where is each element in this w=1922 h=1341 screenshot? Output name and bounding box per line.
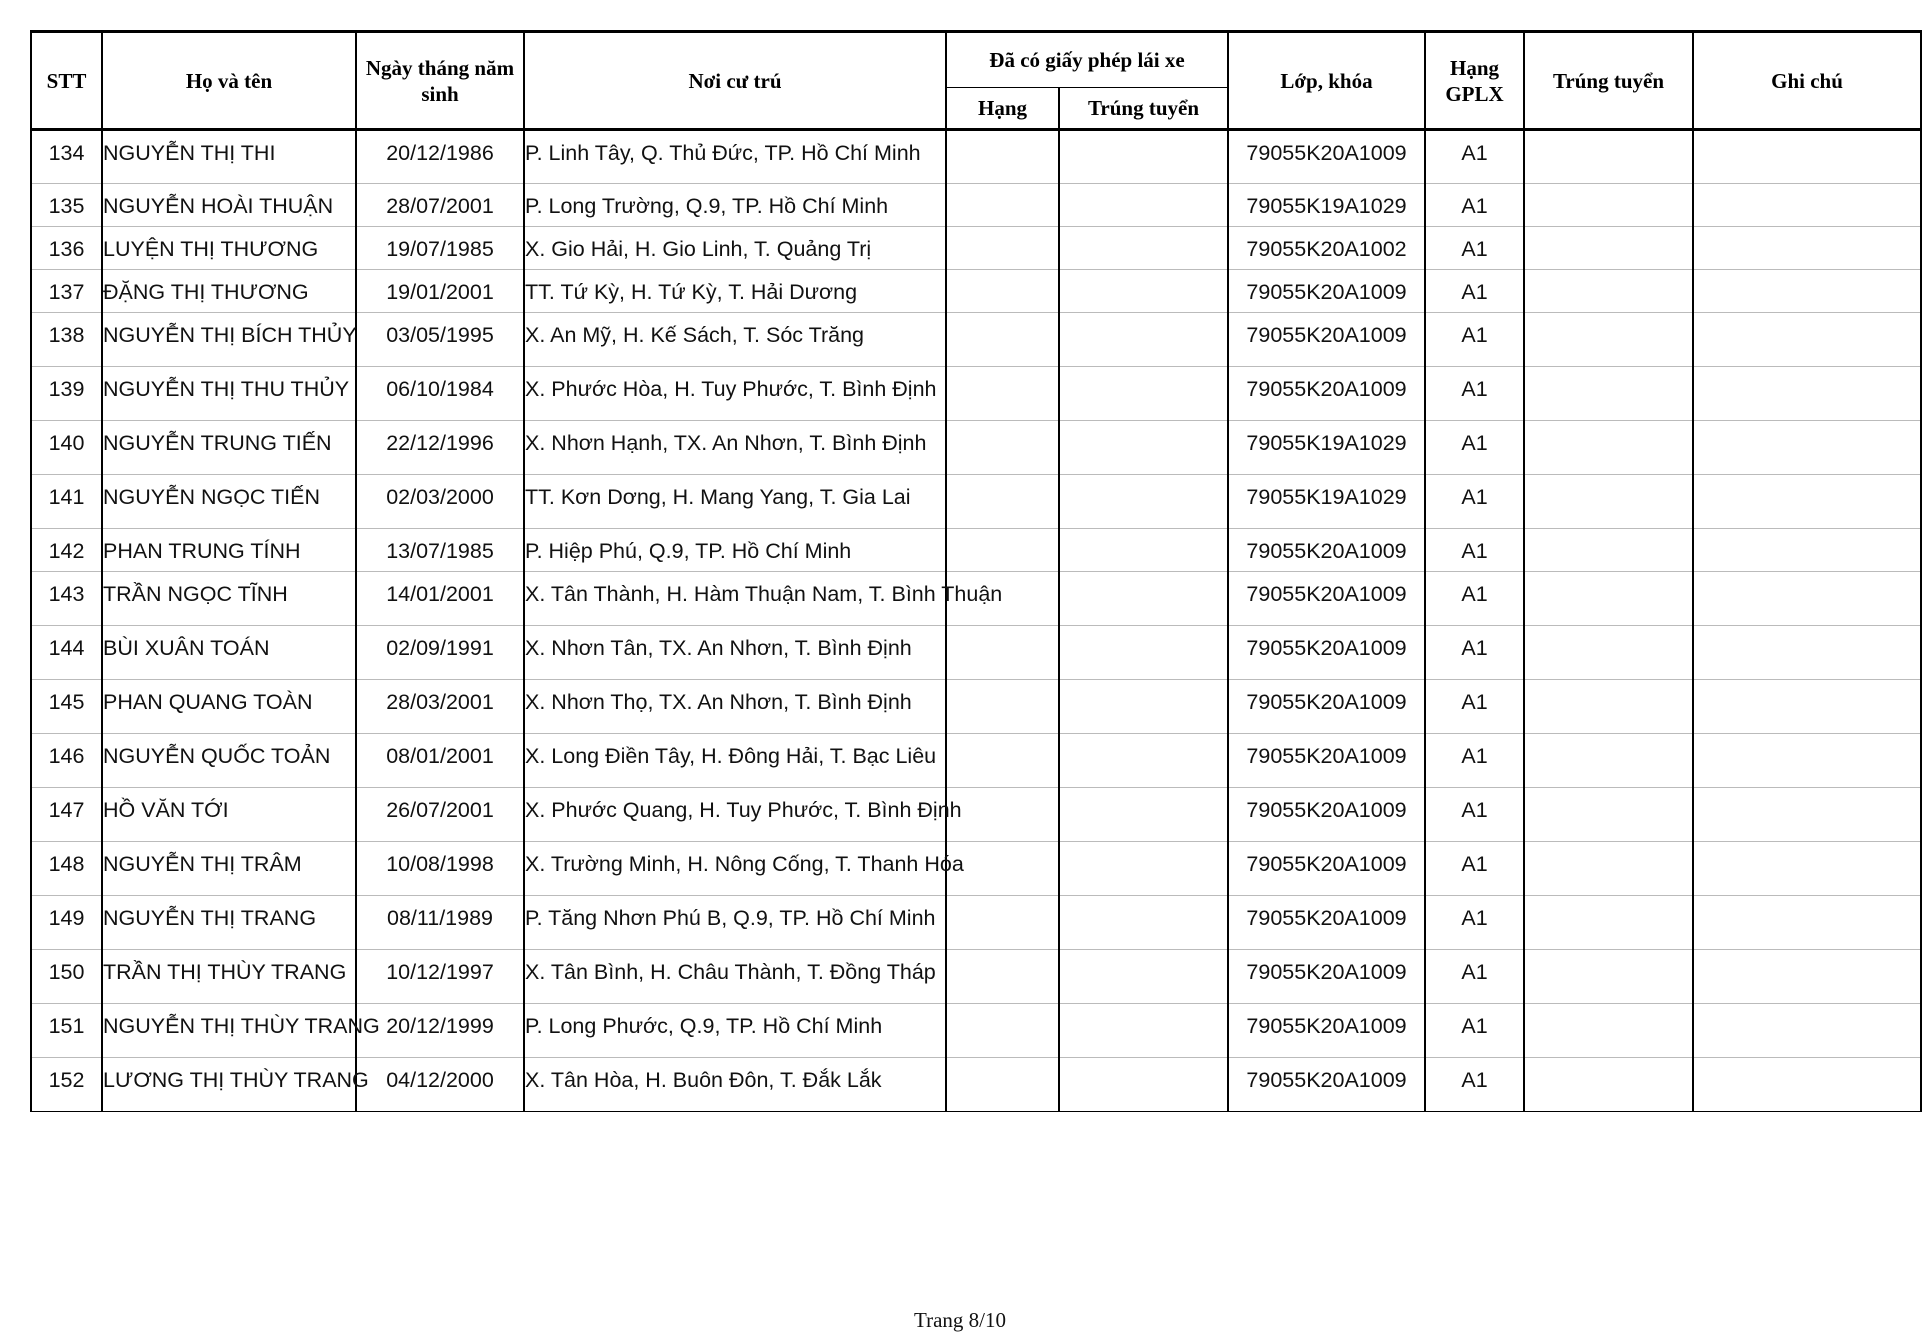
row-note [1693, 1058, 1921, 1112]
row-class: 79055K19A1029 [1228, 421, 1425, 475]
row-class: 79055K20A1009 [1228, 270, 1425, 313]
row-note [1693, 184, 1921, 227]
header-dob: Ngày tháng năm sinh [356, 32, 524, 130]
row-stt: 147 [31, 788, 102, 842]
row-license-passed [1059, 896, 1228, 950]
row-name: LUYỆN THỊ THƯƠNG [102, 227, 356, 270]
row-dob: 02/09/1991 [356, 626, 524, 680]
row-name: NGUYỄN THỊ TRÂM [102, 842, 356, 896]
row-name: NGUYỄN THỊ THU THỦY [102, 367, 356, 421]
row-license-rank [946, 1004, 1059, 1058]
row-dob: 10/12/1997 [356, 950, 524, 1004]
row-stt: 145 [31, 680, 102, 734]
table-row [31, 475, 1921, 529]
row-note [1693, 896, 1921, 950]
row-passed [1524, 529, 1693, 572]
header-stt: STT [31, 32, 102, 130]
row-dob: 06/10/1984 [356, 367, 524, 421]
row-gplx-rank: A1 [1425, 734, 1524, 788]
header-gplx-rank: Hạng GPLX [1425, 32, 1524, 130]
row-license-rank [946, 421, 1059, 475]
row-class: 79055K20A1002 [1228, 227, 1425, 270]
row-stt: 142 [31, 529, 102, 572]
row-class: 79055K20A1009 [1228, 680, 1425, 734]
table-row [31, 788, 1921, 842]
row-stt: 152 [31, 1058, 102, 1112]
row-name: NGUYỄN NGỌC TIẾN [102, 475, 356, 529]
row-note [1693, 842, 1921, 896]
row-class: 79055K19A1029 [1228, 475, 1425, 529]
row-license-rank [946, 626, 1059, 680]
row-passed [1524, 475, 1693, 529]
row-passed [1524, 1058, 1693, 1112]
row-stt: 141 [31, 475, 102, 529]
row-passed [1524, 313, 1693, 367]
table-row [31, 734, 1921, 788]
row-class: 79055K20A1009 [1228, 734, 1425, 788]
row-gplx-rank: A1 [1425, 313, 1524, 367]
row-stt: 148 [31, 842, 102, 896]
row-dob: 20/12/1999 [356, 1004, 524, 1058]
row-gplx-rank: A1 [1425, 529, 1524, 572]
row-dob: 08/01/2001 [356, 734, 524, 788]
row-note [1693, 788, 1921, 842]
row-license-rank [946, 788, 1059, 842]
row-license-passed [1059, 227, 1228, 270]
row-name: TRẦN NGỌC TĨNH [102, 572, 356, 626]
row-dob: 04/12/2000 [356, 1058, 524, 1112]
row-address: X. Gio Hải, H. Gio Linh, T. Quảng Trị [524, 227, 946, 270]
row-note [1693, 529, 1921, 572]
row-license-rank [946, 1058, 1059, 1112]
row-note [1693, 1004, 1921, 1058]
row-stt: 134 [31, 130, 102, 184]
row-gplx-rank: A1 [1425, 896, 1524, 950]
row-class: 79055K20A1009 [1228, 529, 1425, 572]
row-name: PHAN TRUNG TÍNH [102, 529, 356, 572]
row-license-passed [1059, 734, 1228, 788]
row-address: X. Nhơn Thọ, TX. An Nhơn, T. Bình Định [524, 680, 946, 734]
row-class: 79055K20A1009 [1228, 572, 1425, 626]
row-address: X. Long Điền Tây, H. Đông Hải, T. Bạc Liêu [524, 734, 946, 788]
row-address: TT. Tứ Kỳ, H. Tứ Kỳ, T. Hải Dương [524, 270, 946, 313]
table-row [31, 529, 1921, 572]
header-license-passed: Trúng tuyển [1059, 88, 1228, 130]
row-license-passed [1059, 475, 1228, 529]
table-row [31, 313, 1921, 367]
row-name: HỒ VĂN TỚI [102, 788, 356, 842]
row-note [1693, 626, 1921, 680]
row-license-rank [946, 896, 1059, 950]
row-class: 79055K20A1009 [1228, 842, 1425, 896]
row-stt: 150 [31, 950, 102, 1004]
row-address: P. Long Phước, Q.9, TP. Hồ Chí Minh [524, 1004, 946, 1058]
row-class: 79055K20A1009 [1228, 130, 1425, 184]
row-address: X. Tân Thành, H. Hàm Thuận Nam, T. Bình Thuận [524, 572, 946, 626]
row-address: P. Linh Tây, Q. Thủ Đức, TP. Hồ Chí Minh [524, 130, 946, 184]
row-license-passed [1059, 1004, 1228, 1058]
table-row [31, 130, 1921, 184]
row-stt: 136 [31, 227, 102, 270]
row-class: 79055K20A1009 [1228, 1004, 1425, 1058]
row-dob: 10/08/1998 [356, 842, 524, 896]
row-address: X. Tân Hòa, H. Buôn Đôn, T. Đắk Lắk [524, 1058, 946, 1112]
row-stt: 139 [31, 367, 102, 421]
row-class: 79055K20A1009 [1228, 896, 1425, 950]
row-name: NGUYỄN TRUNG TIẾN [102, 421, 356, 475]
table-row [31, 950, 1921, 1004]
header-license-rank: Hạng [946, 88, 1059, 130]
page-number: Trang 8/10 [914, 1308, 1006, 1332]
row-dob: 28/03/2001 [356, 680, 524, 734]
row-dob: 13/07/1985 [356, 529, 524, 572]
row-license-rank [946, 313, 1059, 367]
row-stt: 151 [31, 1004, 102, 1058]
row-passed [1524, 680, 1693, 734]
row-address: P. Hiệp Phú, Q.9, TP. Hồ Chí Minh [524, 529, 946, 572]
row-address: X. Phước Hòa, H. Tuy Phước, T. Bình Định [524, 367, 946, 421]
row-license-rank [946, 734, 1059, 788]
row-passed [1524, 842, 1693, 896]
table-row [31, 626, 1921, 680]
row-license-passed [1059, 680, 1228, 734]
row-passed [1524, 130, 1693, 184]
row-note [1693, 680, 1921, 734]
row-license-rank [946, 227, 1059, 270]
header-class: Lớp, khóa [1228, 32, 1425, 130]
row-stt: 135 [31, 184, 102, 227]
row-passed [1524, 626, 1693, 680]
row-gplx-rank: A1 [1425, 842, 1524, 896]
row-address: X. Tân Bình, H. Châu Thành, T. Đồng Tháp [524, 950, 946, 1004]
row-gplx-rank: A1 [1425, 421, 1524, 475]
row-note [1693, 950, 1921, 1004]
row-gplx-rank: A1 [1425, 1004, 1524, 1058]
row-gplx-rank: A1 [1425, 1058, 1524, 1112]
row-name: ĐẶNG THỊ THƯƠNG [102, 270, 356, 313]
table-body [31, 130, 1921, 1112]
row-passed [1524, 227, 1693, 270]
row-gplx-rank: A1 [1425, 475, 1524, 529]
row-address: P. Tăng Nhơn Phú B, Q.9, TP. Hồ Chí Minh [524, 896, 946, 950]
row-dob: 03/05/1995 [356, 313, 524, 367]
row-class: 79055K20A1009 [1228, 788, 1425, 842]
row-license-passed [1059, 1058, 1228, 1112]
row-passed [1524, 421, 1693, 475]
table-row [31, 227, 1921, 270]
row-name: NGUYỄN THỊ THI [102, 130, 356, 184]
row-gplx-rank: A1 [1425, 626, 1524, 680]
header-passed: Trúng tuyển [1524, 32, 1693, 130]
row-license-passed [1059, 842, 1228, 896]
row-license-rank [946, 950, 1059, 1004]
row-license-rank [946, 270, 1059, 313]
row-stt: 149 [31, 896, 102, 950]
row-note [1693, 227, 1921, 270]
row-stt: 138 [31, 313, 102, 367]
row-license-rank [946, 184, 1059, 227]
row-stt: 146 [31, 734, 102, 788]
row-license-passed [1059, 313, 1228, 367]
table-row [31, 1058, 1921, 1112]
row-name: TRẦN THỊ THÙY TRANG [102, 950, 356, 1004]
row-gplx-rank: A1 [1425, 184, 1524, 227]
row-license-passed [1059, 367, 1228, 421]
row-dob: 19/07/1985 [356, 227, 524, 270]
header-license-group: Đã có giấy phép lái xe [946, 32, 1228, 88]
row-license-rank [946, 680, 1059, 734]
row-dob: 20/12/1986 [356, 130, 524, 184]
row-class: 79055K20A1009 [1228, 367, 1425, 421]
row-name: PHAN QUANG TOÀN [102, 680, 356, 734]
row-dob: 08/11/1989 [356, 896, 524, 950]
row-class: 79055K19A1029 [1228, 184, 1425, 227]
row-address: X. Nhơn Tân, TX. An Nhơn, T. Bình Định [524, 626, 946, 680]
row-note [1693, 572, 1921, 626]
row-note [1693, 130, 1921, 184]
row-name: NGUYỄN THỊ BÍCH THỦY [102, 313, 356, 367]
row-license-passed [1059, 130, 1228, 184]
row-license-passed [1059, 421, 1228, 475]
row-license-passed [1059, 572, 1228, 626]
row-gplx-rank: A1 [1425, 950, 1524, 1004]
row-name: NGUYỄN QUỐC TOẢN [102, 734, 356, 788]
table-row [31, 1004, 1921, 1058]
row-address: TT. Kơn Dơng, H. Mang Yang, T. Gia Lai [524, 475, 946, 529]
header-address: Nơi cư trú [524, 32, 946, 130]
row-license-rank [946, 130, 1059, 184]
row-stt: 137 [31, 270, 102, 313]
row-stt: 143 [31, 572, 102, 626]
row-license-passed [1059, 184, 1228, 227]
row-note [1693, 421, 1921, 475]
row-note [1693, 367, 1921, 421]
row-gplx-rank: A1 [1425, 572, 1524, 626]
table-header [31, 32, 1921, 130]
row-passed [1524, 896, 1693, 950]
row-passed [1524, 1004, 1693, 1058]
row-dob: 26/07/2001 [356, 788, 524, 842]
row-address: X. An Mỹ, H. Kế Sách, T. Sóc Trăng [524, 313, 946, 367]
table-row [31, 896, 1921, 950]
row-license-passed [1059, 626, 1228, 680]
row-passed [1524, 270, 1693, 313]
table-row [31, 421, 1921, 475]
row-address: X. Nhơn Hạnh, TX. An Nhơn, T. Bình Định [524, 421, 946, 475]
row-gplx-rank: A1 [1425, 130, 1524, 184]
row-dob: 19/01/2001 [356, 270, 524, 313]
row-license-rank [946, 475, 1059, 529]
row-note [1693, 270, 1921, 313]
row-passed [1524, 950, 1693, 1004]
row-dob: 28/07/2001 [356, 184, 524, 227]
row-name: NGUYỄN THỊ TRANG [102, 896, 356, 950]
row-gplx-rank: A1 [1425, 227, 1524, 270]
row-license-passed [1059, 529, 1228, 572]
row-class: 79055K20A1009 [1228, 1058, 1425, 1112]
table-row [31, 572, 1921, 626]
table-row [31, 367, 1921, 421]
row-name: LƯƠNG THỊ THÙY TRANG [102, 1058, 356, 1112]
header-note: Ghi chú [1693, 32, 1921, 130]
row-name: BÙI XUÂN TOÁN [102, 626, 356, 680]
row-note [1693, 313, 1921, 367]
row-gplx-rank: A1 [1425, 367, 1524, 421]
row-license-passed [1059, 270, 1228, 313]
row-passed [1524, 367, 1693, 421]
row-address: X. Phước Quang, H. Tuy Phước, T. Bình Định [524, 788, 946, 842]
row-stt: 140 [31, 421, 102, 475]
row-note [1693, 734, 1921, 788]
row-gplx-rank: A1 [1425, 680, 1524, 734]
row-license-passed [1059, 788, 1228, 842]
row-dob: 14/01/2001 [356, 572, 524, 626]
row-class: 79055K20A1009 [1228, 313, 1425, 367]
row-name: NGUYỄN THỊ THÙY TRANG [102, 1004, 356, 1058]
table-row [31, 680, 1921, 734]
row-passed [1524, 184, 1693, 227]
row-class: 79055K20A1009 [1228, 626, 1425, 680]
table-row [31, 184, 1921, 227]
table-row [31, 842, 1921, 896]
table-row [31, 270, 1921, 313]
header-name: Họ và tên [102, 32, 356, 130]
row-passed [1524, 734, 1693, 788]
row-class: 79055K20A1009 [1228, 950, 1425, 1004]
row-license-passed [1059, 950, 1228, 1004]
row-passed [1524, 572, 1693, 626]
row-dob: 02/03/2000 [356, 475, 524, 529]
row-name: NGUYỄN HOÀI THUẬN [102, 184, 356, 227]
row-address: P. Long Trường, Q.9, TP. Hồ Chí Minh [524, 184, 946, 227]
row-note [1693, 475, 1921, 529]
row-gplx-rank: A1 [1425, 788, 1524, 842]
row-gplx-rank: A1 [1425, 270, 1524, 313]
row-dob: 22/12/1996 [356, 421, 524, 475]
row-license-rank [946, 367, 1059, 421]
row-address: X. Trường Minh, H. Nông Cống, T. Thanh Hóa [524, 842, 946, 896]
student-roster-table [30, 30, 1922, 1112]
row-license-rank [946, 529, 1059, 572]
row-passed [1524, 788, 1693, 842]
row-stt: 144 [31, 626, 102, 680]
